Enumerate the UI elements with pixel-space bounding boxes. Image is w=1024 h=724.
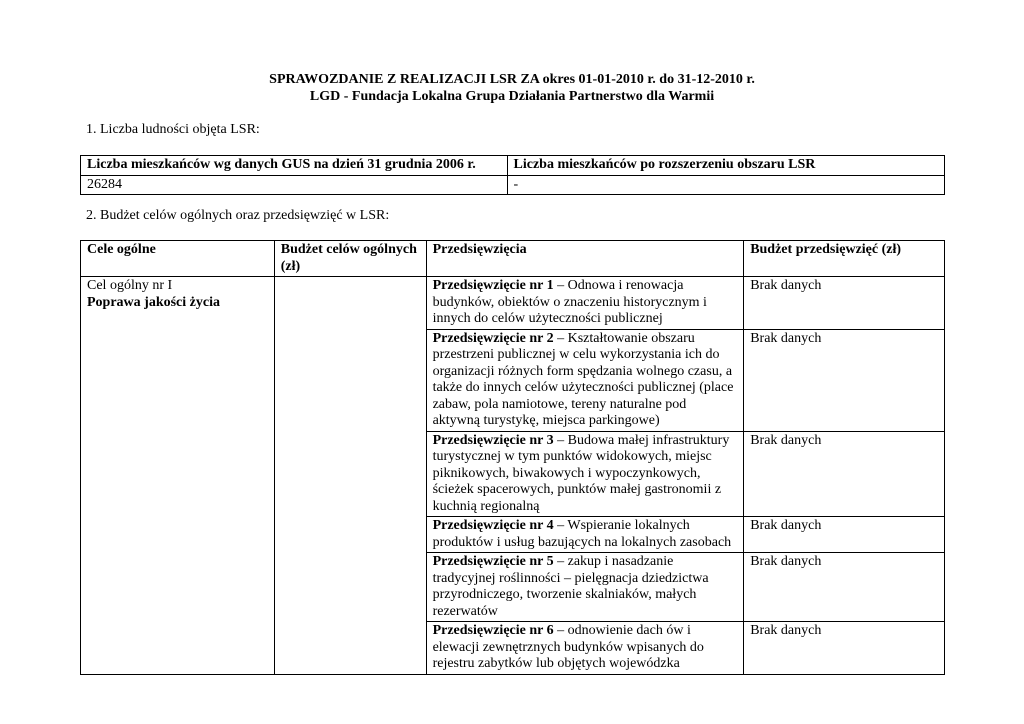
header-goals: Cele ogólne	[81, 241, 275, 277]
goal-budget-cell	[274, 277, 426, 675]
project-cell	[426, 329, 744, 431]
report-subtitle: LGD - Fundacja Lokalna Grupa Działania Partnerstwo dla Warmii	[309, 89, 715, 104]
report-title: SPRAWOZDANIE Z REALIZACJI LSR ZA okres 01-01-2010 r. do 31-12-2010 r.	[269, 72, 755, 87]
population-value-gus: 26284	[81, 175, 508, 195]
project-text: – zakup i nasadzanie tradycyjnej roślinności – pielęgnacja dziedzictwa przyrodniczego, tworzenie skalniaków, małych rezerwatów	[432, 554, 709, 619]
project-label: Przedsięwzięcie nr 1	[432, 278, 554, 293]
project-cell	[426, 517, 744, 553]
section-2-title: 2. Budżet celów ogólnych oraz przedsięwzięć w LSR:	[86, 208, 390, 223]
goal-label: Cel ogólny nr I	[87, 278, 173, 293]
project-text: – Budowa małej infrastruktury turystycznej w tym punktów widokowych, miejsc piknikowych, biwakowych i wypoczynkowych, ścieżek spacerowych, punktów małej gastronomii z kuchnią regionalną	[432, 432, 730, 514]
budget-table	[80, 240, 945, 675]
project-budget: Brak danych	[744, 329, 945, 431]
goal-name: Poprawa jakości życia	[87, 294, 220, 310]
project-label: Przedsięwzięcie nr 5	[432, 554, 554, 569]
population-table	[80, 155, 945, 195]
project-budget: Brak danych	[744, 431, 945, 517]
budget-header-row	[81, 241, 945, 277]
project-budget: Brak danych	[744, 517, 945, 553]
population-value-row	[81, 175, 945, 195]
goal-cell	[81, 277, 275, 675]
population-header-row	[81, 156, 945, 176]
project-label: Przedsięwzięcie nr 6	[432, 623, 554, 638]
header-projects: Przedsięwzięcia	[426, 241, 744, 277]
project-cell	[426, 553, 744, 622]
project-label: Przedsięwzięcie nr 4	[432, 518, 554, 533]
project-label: Przedsięwzięcie nr 2	[432, 330, 554, 346]
header-project-budget: Budżet przedsięwzięć (zł)	[744, 241, 945, 277]
project-cell	[426, 431, 744, 517]
project-text: – odnowienie dach ów i elewacji zewnętrznych budynków wpisanych do rejestru zabytków lub objętych wojewódzka	[432, 623, 704, 671]
project-budget: Brak danych	[744, 553, 945, 622]
project-text: – Kształtowanie obszaru przestrzeni publicznej w celu wykorzystania ich do organizacji różnych form spędzania wolnego czasu, a także do innych celów użyteczności publicznej (place zabaw, pola namiotowe, tereny naturalne pod aktywną turystykę, miejsca parkingowe)	[432, 330, 734, 428]
header-goal-budget: Budżet celów ogólnych (zł)	[274, 241, 426, 277]
project-text: – Odnowa i renowacja budynków, obiektów o znaczeniu historycznym i innych do celów użyteczności publicznej	[432, 278, 707, 326]
table-row	[81, 277, 945, 330]
project-cell	[426, 622, 744, 675]
population-header-extended: Liczba mieszkańców po rozszerzeniu obszaru LSR	[507, 156, 945, 176]
population-value-extended: -	[507, 175, 945, 195]
project-label: Przedsięwzięcie nr 3	[432, 432, 554, 448]
project-budget: Brak danych	[744, 277, 945, 330]
project-cell	[426, 277, 744, 330]
section-1-title: 1. Liczba ludności objęta LSR:	[86, 122, 260, 137]
project-budget: Brak danych	[744, 622, 945, 675]
project-text: – Wspieranie lokalnych produktów i usług bazujących na lokalnych zasobach	[432, 518, 732, 550]
population-header-gus: Liczba mieszkańców wg danych GUS na dzień 31 grudnia 2006 r.	[81, 156, 508, 176]
